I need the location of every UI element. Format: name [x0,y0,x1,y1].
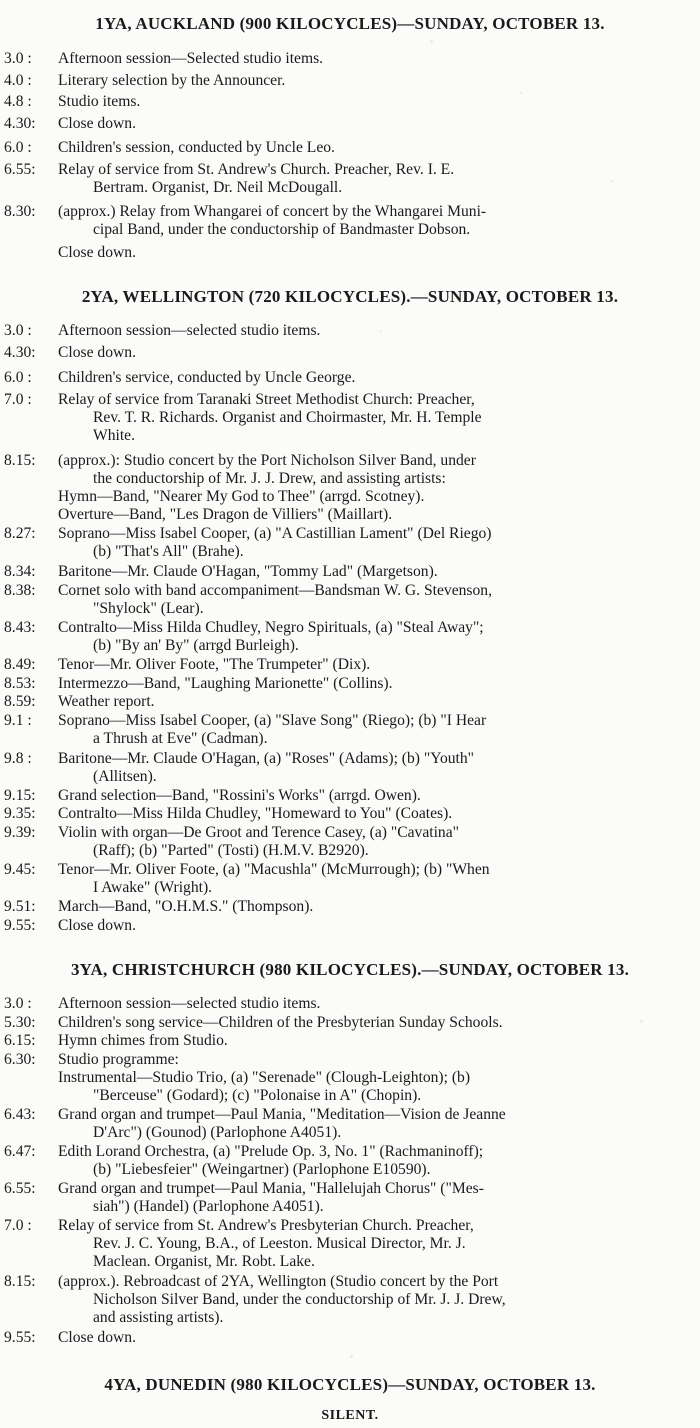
program-time: 6.55: [4,1180,36,1197]
program-text: (b) "Liebesfeier" (Weingartner) (Parlophone E10590). [93,1161,431,1178]
program-time: 9.15: [4,787,36,804]
program-time: 4.30: [4,115,36,132]
program-text: Rev. J. C. Young, B.A., of Leeston. Musical Director, Mr. J. [93,1235,466,1252]
program-time: 6.43: [4,1106,36,1123]
program-text: siah") (Handel) (Parlophone A4051). [93,1198,324,1215]
program-time: 8.38: [4,582,36,599]
section-heading-4ya: 4YA, DUNEDIN (980 KILOCYCLES)—SUNDAY, OCTOBER 13. [104,1375,596,1394]
program-time: 3.0 : [4,322,32,339]
program-text: Tenor—Mr. Oliver Foote, "The Trumpeter" (Dix). [58,656,371,673]
program-text: Baritone—Mr. Claude O'Hagan, (a) "Roses" (Adams); (b) "Youth" [58,750,475,767]
program-text: (b) "That's All" (Brahe). [93,543,244,560]
program-time: 9.45: [4,861,36,878]
program-text: Hymn chimes from Studio. [58,1032,228,1049]
program-text: (approx.). Rebroadcast of 2YA, Wellington (Studio concert by the Port [58,1273,499,1290]
program-text: D'Arc") (Gounod) (Parlophone A4051). [93,1124,342,1141]
program-text: Relay of service from St. Andrew's Presbyterian Church. Preacher, [58,1217,474,1234]
program-time: 6.0 : [4,369,32,386]
program-text: Relay of service from Taranaki Street Methodist Church: Preacher, [58,391,475,408]
program-text: March—Band, "O.H.M.S." (Thompson). [58,898,314,915]
program-time: 4.8 : [4,93,32,110]
program-text: Bertram. Organist, Dr. Neil McDougall. [93,179,343,196]
program-text: Grand organ and trumpet—Paul Mania, "Hallelujah Chorus" ("Mes- [58,1180,484,1197]
program-text: the conductorship of Mr. J. J. Drew, and assisting artists: [93,470,446,487]
program-time: 8.43: [4,619,36,636]
program-text: (approx.): Studio concert by the Port Nicholson Silver Band, under [58,452,476,469]
program-text: "Shylock" (Lear). [93,600,204,617]
program-text: Literary selection by the Announcer. [58,72,286,89]
program-time: 8.49: [4,656,36,673]
program-text: Soprano—Miss Isabel Cooper, (a) "A Castillian Lament" (Del Riego) [58,525,492,542]
program-time: 3.0 : [4,995,32,1012]
program-text: Cornet solo with band accompaniment—Bandsman W. G. Stevenson, [58,582,492,599]
program-time: 8.53: [4,675,36,692]
program-text: (b) "By an' By" (arrgd Burleigh). [93,637,299,654]
program-text: Afternoon session—selected studio items. [58,322,321,339]
program-text: and assisting artists). [93,1309,224,1326]
program-time: 9.1 : [4,712,32,729]
section-heading-1ya: 1YA, AUCKLAND (900 KILOCYCLES)—SUNDAY, OCTOBER 13. [95,14,605,33]
program-text: Afternoon session—Selected studio items. [58,50,324,67]
program-text: Baritone—Mr. Claude O'Hagan, "Tommy Lad" (Margetson). [58,563,438,580]
program-time: 8.15: [4,452,36,469]
program-time: 6.15: [4,1032,36,1049]
program-time: 3.0 : [4,50,32,67]
program-text: Instrumental—Studio Trio, (a) "Serenade" (Clough-Leighton); (b) [58,1069,471,1086]
program-text: Contralto—Miss Hilda Chudley, Negro Spirituals, (a) "Steal Away"; [58,619,484,636]
program-text: Children's session, conducted by Uncle Leo. [58,139,335,156]
silent-note: SILENT. [321,1408,379,1423]
program-time: 6.0 : [4,139,32,156]
program-text: Close down. [58,1329,136,1346]
program-text: Close down. [58,244,136,261]
program-text: Children's song service—Children of the Presbyterian Sunday Schools. [58,1014,503,1031]
program-time: 9.55: [4,917,36,934]
program-time: 7.0 : [4,391,32,408]
program-text: a Thrush at Eve" (Cadman). [93,730,268,747]
program-time: 5.30: [4,1014,36,1031]
print-speckle [350,1355,353,1358]
program-time: 8.15: [4,1273,36,1290]
program-text: cipal Band, under the conductorship of Bandmaster Dobson. [93,221,471,238]
program-time: 9.51: [4,898,36,915]
program-subitem: Hymn—Band, "Nearer My God to Thee" (arrgd. Scotney). [58,488,425,505]
program-time: 8.59: [4,693,36,710]
program-time: 9.39: [4,824,36,841]
program-text: White. [93,427,135,444]
program-text: Close down. [58,115,136,132]
program-subitem [58,1069,470,1105]
program-text: Violin with organ—De Groot and Terence Casey, (a) "Cavatina" [58,824,460,841]
program-time: 8.34: [4,563,36,580]
program-time: 4.30: [4,344,36,361]
program-text: Close down. [58,344,136,361]
program-text: Nicholson Silver Band, under the conductorship of Mr. J. J. Drew, [93,1291,506,1308]
print-speckle [430,40,433,43]
program-time: 4.0 : [4,72,32,89]
program-text: Maclean. Organist, Mr. Robt. Lake. [93,1253,315,1270]
program-text: Grand organ and trumpet—Paul Mania, "Meditation—Vision de Jeanne [58,1106,506,1123]
program-time: 8.30: [4,203,36,220]
program-text: Soprano—Miss Isabel Cooper, (a) "Slave Song" (Riego); (b) "I Hear [58,712,487,729]
program-text: Intermezzo—Band, "Laughing Marionette" (Collins). [58,675,393,692]
program-time: 9.8 : [4,750,32,767]
program-text: Afternoon session—selected studio items. [58,995,321,1012]
program-text: I Awake" (Wright). [93,879,213,896]
program-text: (Raff); (b) "Parted" (Tosti) (H.M.V. B2920). [93,842,369,859]
program-text: Grand selection—Band, "Rossini's Works" (arrgd. Owen). [58,787,421,804]
program-text: Relay of service from St. Andrew's Church. Preacher, Rev. I. E. [58,161,455,178]
program-text: Edith Lorand Orchestra, (a) "Prelude Op. 3, No. 1" (Rachmaninoff); [58,1143,484,1160]
program-text: (approx.) Relay from Whangarei of concert by the Whangarei Muni- [58,203,487,220]
program-text: Studio items. [58,93,141,110]
program-text: "Berceuse" (Godard); (c) "Polonaise in A" (Chopin). [93,1087,422,1104]
program-text: Tenor—Mr. Oliver Foote, (a) "Macushla" (McMurrough); (b) "When [58,861,490,878]
program-time: 8.27: [4,525,36,542]
program-text: Children's service, conducted by Uncle George. [58,369,356,386]
program-time: 6.30: [4,1051,36,1068]
program-subitem: Overture—Band, "Les Dragon de Villiers" (Maillart). [58,506,393,523]
program-time: 9.55: [4,1329,36,1346]
section-heading-3ya: 3YA, CHRISTCHURCH (980 KILOCYCLES).—SUNDAY, OCTOBER 13. [70,960,630,979]
program-text: Weather report. [58,693,155,710]
program-text: Close down. [58,917,136,934]
program-text: Rev. T. R. Richards. Organist and Choirmaster, Mr. H. Temple [93,409,482,426]
section-heading-2ya: 2YA, WELLINGTON (720 KILOCYCLES).—SUNDAY, OCTOBER 13. [81,287,619,306]
program-text: Contralto—Miss Hilda Chudley, "Homeward to You" (Coates). [58,805,453,822]
program-time: 7.0 : [4,1217,32,1234]
program-time: 9.35: [4,805,36,822]
program-text: Studio programme: [58,1051,179,1068]
program-text: (Allitsen). [93,768,157,785]
program-time: 6.47: [4,1143,36,1160]
program-time: 6.55: [4,161,36,178]
